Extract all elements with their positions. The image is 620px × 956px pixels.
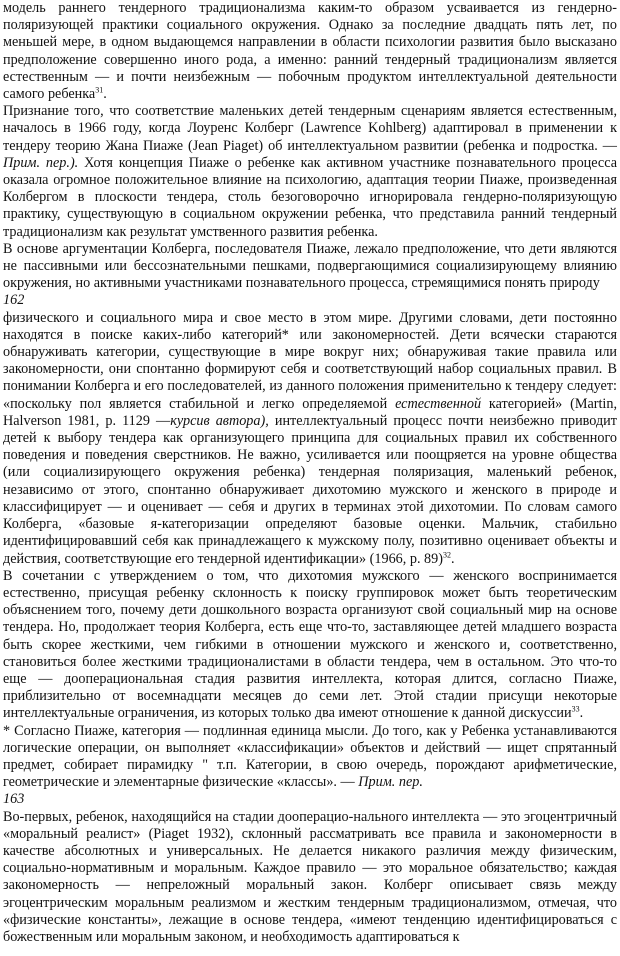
text-run: Хотя концепция Пиаже о ребенке как активном участнике познавательного процесса оказала огромное положительное влияние на психологию, адаптация теории Пиаже, произведенная Колбергом в плоскости тендера, столь безоговорочно игнорировала гендерно-поляризующую практику, существующую в социальном окружении ребенка, что представила ранний тендерный традиционализм как результат умственного развития ребенка. [3, 154, 617, 240]
text-run: Признание того, что соответствие маленьких детей тендерным сценариям является естественным, началось в 1966 году, когда Лоуренс Колберг (Lawrence Kohlberg) адаптировал в применении к тендеру теорию Жана Пиаже (Jean Piaget) об интеллектуальном развитии (ребенка и подростка. — [3, 103, 617, 154]
paragraph [3, 241, 617, 293]
footnote-ref: 33 [571, 704, 580, 714]
paragraph [3, 723, 617, 792]
footnote-ref: 32 [442, 549, 451, 559]
italic-text: Прим. пер.). [3, 154, 79, 171]
text-run: . [103, 86, 107, 103]
paragraph [3, 310, 617, 568]
text-run: В основе аргументации Колберга, последователя Пиаже, лежало предположение, что дети являются не пассивными или бессознательными пешками, подвергающимися социализирующему влиянию окружения, но активными участниками познавательного процесса, стремящимися понять природу [3, 240, 617, 292]
italic-text: Прим. пер. [358, 774, 423, 791]
paragraph [3, 0, 617, 103]
text-run: Во-первых, ребенок, находящийся на стадии дооперацио-нального интеллекта — это эгоцентричный «моральный реалист» (Piaget 1932), склонный рассматривать все правила и закономерности в качестве абсолютных и универсальных. Не делается никакого различия между физическим, социально-нормативным и моральным. Каждое правило — это моральное обязательство; каждая закономерность — непреложный моральный закон. Колберг описывает связь между эгоцентрическим моральным реализмом и жестким тендерным традиционализмом, отмечая, что «физические константы», лежащие в основе тендера, «имеют тенденцию идентифицироваться с божественным или моральным законом, и необходимость адаптироваться к [3, 808, 617, 945]
text-run: категорией» (Martin, Halverson 1981, p. 1129 — [3, 395, 617, 429]
italic-text: курсив автора), [170, 412, 269, 429]
text-run: В сочетании с утверждением о том, что дихотомия мужского — женского воспринимается естественно, присущая ребенку склонность к поиску группировок может быть теоретическим объяснением того, почему дети дошкольного возраста организуют свой социальный мир на основе тендера. Но, продолжает теория Колберга, есть еще что-то, заставляющее детей младшего возраста быть скорее жесткими, чем гибкими в отношении мужского и женского и, соответственно, становиться более жесткими традиционалистами в области тендера, чем в остальном. Это что-то еще — дооперациональная стадия развития интеллекта, которая длится, согласно Пиаже, приблизительно от восемнадцати месяцев до семи лет. Этой стадии присущи некоторые интеллектуальные ограничения, из которых только два имеют отношение к данной дискуссии [3, 567, 617, 722]
page-number: 163 [3, 791, 25, 808]
text-run: модель раннего тендерного традиционализма каким-то образом усваивается из гендерно-поляризующей практики социального окружения. Однако за последние двадцать пять лет, по меньшей мере, в одном выдающемся направлении в области психологии развития было высказано предположение совершенно иного рода, а именно: ранний тендерный традиционализм является естественным — и почти неизбежным — побочным продуктом интеллектуальной деятельности самого ребенка [3, 0, 617, 103]
text-run: * Согласно Пиаже, категория — подлинная единица мысли. До того, как у Ребенка устанавливаются логические операции, он выполняет «классификации» объектов и действий — ищет спрятанный предмет, собирает пирамидку " т.п. Категории, в свою очередь, порождают арифметические, геометрические и элементарные физические «классы». — [3, 722, 617, 791]
text-run: . [579, 705, 584, 722]
paragraph [3, 103, 617, 241]
footnote-ref: 31 [95, 85, 104, 95]
text-run: . [450, 550, 455, 567]
page-number: 162 [3, 292, 25, 309]
italic-text: естественной [395, 395, 482, 412]
paragraph [3, 568, 617, 723]
text-run: физического и социального мира и свое место в этом мире. Другими словами, дети постоянно находятся в поиске каких-либо категорий* или закономерностей. Дети всячески стараются обнаруживать категории, существующие в мире вокруг них; обнаруживая такие правила или закономерности, они спонтанно формируют себя и соответствующий набор социальных правил. В понимании Колберга и его последователей, из данного положения применительно к тендеру следует: «поскольку пол является стабильной и легко определяемой [3, 309, 617, 412]
text-run: интеллектуальный процесс почти неизбежно приводит детей к выбору тендера как организующего принципа для социальных правил их собственного поведения и поведения сверстников. Не важно, усиливается или поощряется на уровне общества (или социализирующего окружения ребенка) тендерная поляризация, маленький ребенок, независимо от этого, спонтанно обнаруживает дихотомию мужского и женского в природе и классифицирует — и оценивает — себя и других в терминах этой дихотомии. По словам самого Колберга, «базовые я-категоризации определяют базовые оценки. Мальчик, стабильно идентифицировавший себя как принадлежащего к мужскому полу, позитивно оценивает объекты и действия, соответствующие его тендерной идентификации» (1966, р. 89) [3, 412, 617, 567]
paragraph [3, 809, 617, 947]
